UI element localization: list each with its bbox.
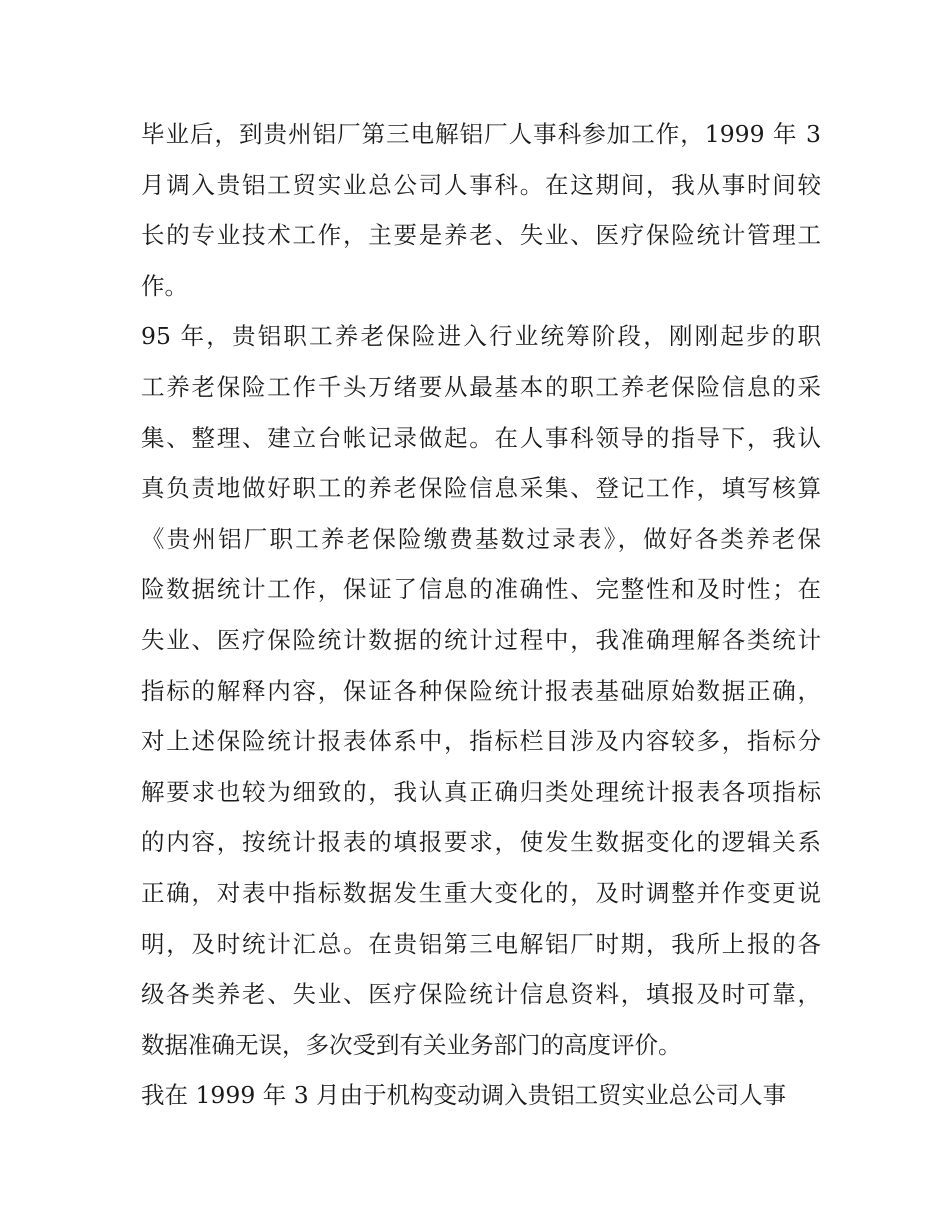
text-line: 险数据统计工作，保证了信息的准确性、完整性和及时性；在	[141, 575, 821, 604]
text-line: 毕业后，到贵州铝厂第三电解铝厂人事科参加工作，1999 年 3	[141, 120, 821, 148]
text-line: 指标的解释内容，保证各种保险统计报表基础原始数据正确，	[141, 676, 821, 705]
text-line: 《贵州铝厂职工养老保险缴费基数过录表》，做好各类养老保	[141, 524, 821, 553]
text-line: 月调入贵铝工贸实业总公司人事科。在这期间，我从事时间较	[141, 170, 821, 199]
text-line: 集、整理、建立台帐记录做起。在人事科领导的指导下，我认	[141, 423, 821, 452]
text-line: 明，及时统计汇总。在贵铝第三电解铝厂时期，我所上报的各	[141, 929, 821, 958]
text-line: 数据准确无误，多次受到有关业务部门的高度评价。	[141, 1030, 682, 1059]
text-line: 解要求也较为细致的，我认真正确归类处理统计报表各项指标	[141, 777, 821, 806]
text-line: 正确，对表中指标数据发生重大变化的，及时调整并作变更说	[141, 878, 821, 907]
text-line: 对上述保险统计报表体系中，指标栏目涉及内容较多，指标分	[141, 727, 821, 756]
text-line: 我在 1999 年 3 月由于机构变动调入贵铝工贸实业总公司人事	[141, 1081, 787, 1110]
text-line: 的内容，按统计报表的填报要求，使发生数据变化的逻辑关系	[141, 828, 821, 857]
text-line: 工养老保险工作千头万绪要从最基本的职工养老保险信息的采	[141, 372, 821, 401]
text-line: 作。	[141, 271, 188, 300]
text-line: 95 年，贵铝职工养老保险进入行业统筹阶段，刚刚起步的职	[141, 322, 821, 351]
text-line: 真负责地做好职工的养老保险信息采集、登记工作，填写核算	[141, 474, 821, 503]
text-line: 级各类养老、失业、医疗保险统计信息资料，填报及时可靠，	[141, 980, 821, 1009]
text-line: 失业、医疗保险统计数据的统计过程中，我准确理解各类统计	[141, 625, 821, 654]
document-body	[141, 109, 821, 1121]
text-line: 长的专业技术工作，主要是养老、失业、医疗保险统计管理工	[141, 221, 821, 250]
